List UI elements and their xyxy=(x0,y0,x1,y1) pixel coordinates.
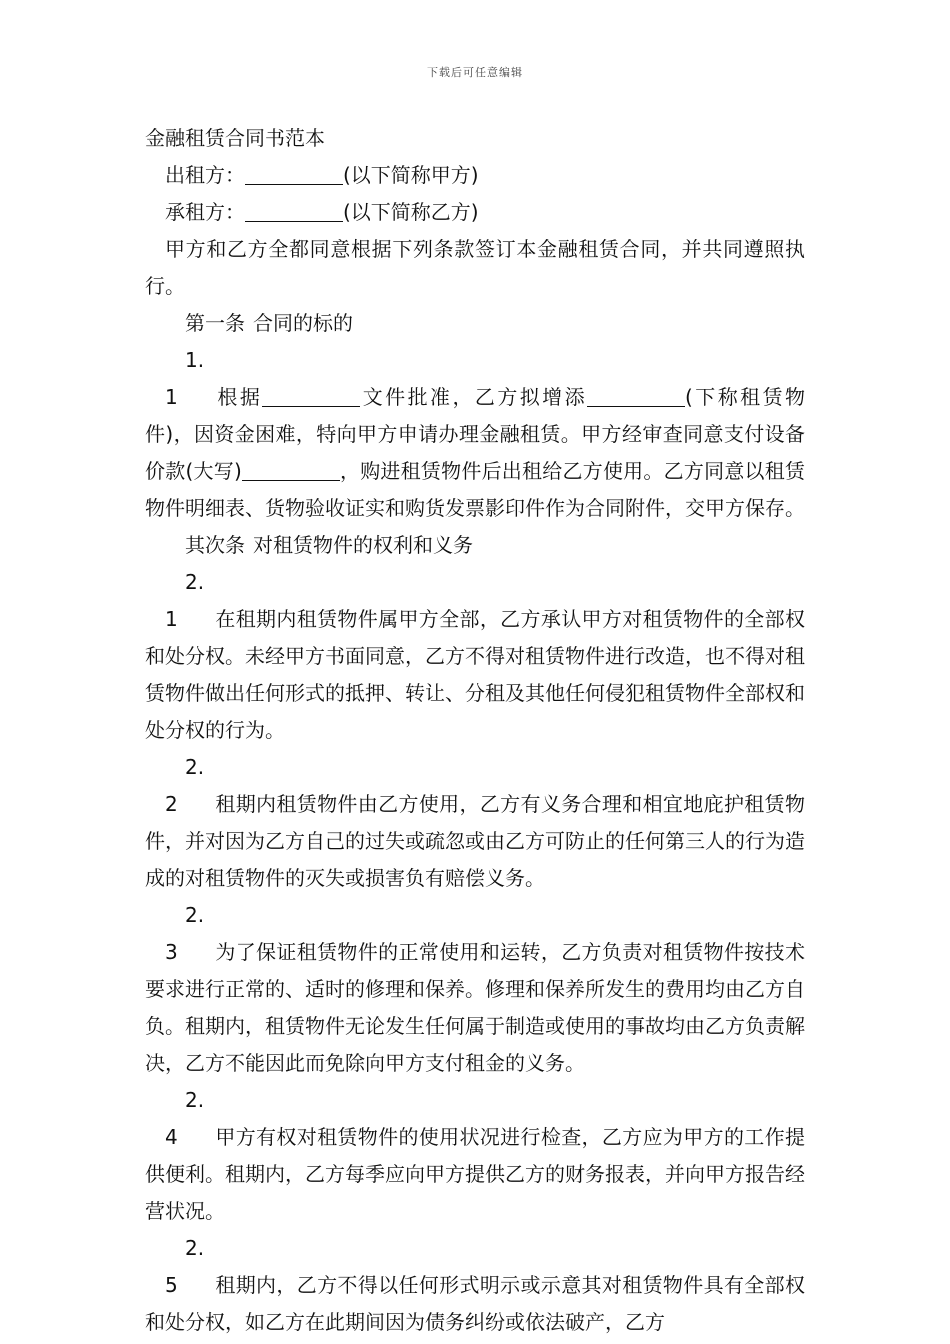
lessor-label: 出租方： xyxy=(165,163,245,187)
document-title: 金融租赁合同书范本 xyxy=(145,126,325,150)
clause-2-5 xyxy=(145,1230,805,1341)
clause-1-1-part4: ，购进租赁物件后出租给乙方使用。乙方同意以租赁物件明细表、货物验收证实和购货发票影印件作为合同附件，交甲方保存。 xyxy=(145,459,805,520)
clause-text: 在租期内租赁物件属甲方全部，乙方承认甲方对租赁物件的全部权和处分权。未经甲方书面同意，乙方不得对租赁物件进行改造，也不得对租赁物件做出任何形式的抵押、转让、分租及其他任何侵犯租赁物件全部权和处分权的行为。 xyxy=(145,607,805,742)
page-header: 下载后可任意编辑 xyxy=(427,66,523,79)
clause-1-1 xyxy=(145,342,805,527)
clause-text: 甲方有权对租赁物件的使用状况进行检查，乙方应为甲方的工作提供便利。租期内，乙方每季应向甲方提供乙方的财务报表，并向甲方报告经营状况。 xyxy=(145,1125,805,1223)
clause-number: 2.5 xyxy=(165,1236,205,1297)
clause-number: 2.3 xyxy=(165,903,205,964)
clause-text: 为了保证租赁物件的正常使用和运转，乙方负责对租赁物件按技术要求进行正常的、适时的修理和保养。修理和保养所发生的费用均由乙方自负。租期内，租赁物件无论发生任何属于制造或使用的事故均由乙方负责解决，乙方不能因此而免除向甲方支付租金的义务。 xyxy=(145,940,805,1075)
document-body xyxy=(145,120,805,1341)
article-1-heading xyxy=(145,305,805,342)
lessor-suffix: (以下简称甲方) xyxy=(343,163,479,187)
article-2-title: 对租赁物件的权利和义务 xyxy=(253,533,473,557)
lessee-suffix: (以下简称乙方) xyxy=(343,200,479,224)
clause-number: 2.2 xyxy=(165,755,205,816)
intro-paragraph: 甲方和乙方全都同意根据下列条款签订本金融租赁合同，并共同遵照执行。 xyxy=(145,237,805,298)
article-1-number: 第一条 xyxy=(185,311,245,335)
clause-1-1-part3: (下称租赁物件)，因资金困难，特向甲方申请办理金融租赁。甲方经审查同意支付设备价款(大写) xyxy=(145,385,806,483)
clause-number: 2.4 xyxy=(165,1088,205,1149)
clause-text: 租期内，乙方不得以任何形式明示或示意其对租赁物件具有全部权和处分权，如乙方在此期间因为债务纠纷或依法破产，乙方 xyxy=(145,1273,805,1334)
document-blank[interactable] xyxy=(262,386,360,407)
clause-1-1-part2: 文件批准，乙方拟增添 xyxy=(360,385,588,409)
clause-1-1-number: 1.1 xyxy=(165,348,205,409)
lessor-blank[interactable] xyxy=(245,164,343,185)
clause-2-4 xyxy=(145,1082,805,1230)
lessor-line xyxy=(145,157,805,194)
clause-text: 租期内租赁物件由乙方使用，乙方有义务合理和相宜地庇护租赁物件，并对因为乙方自己的过失或疏忽或由乙方可防止的任何第三人的行为造成的对租赁物件的灭失或损害负有赔偿义务。 xyxy=(145,792,805,890)
clause-2-1 xyxy=(145,564,805,749)
equipment-blank[interactable] xyxy=(587,386,685,407)
price-blank[interactable] xyxy=(242,460,340,481)
lessee-blank[interactable] xyxy=(245,201,343,222)
article-1-title: 合同的标的 xyxy=(253,311,353,335)
clause-1-1-part1: 根据 xyxy=(215,385,263,409)
lessee-line xyxy=(145,194,805,231)
article-2-heading xyxy=(145,527,805,564)
clause-2-3 xyxy=(145,897,805,1082)
article-2-number: 其次条 xyxy=(185,533,245,557)
clause-number: 2.1 xyxy=(165,570,205,631)
clause-2-2 xyxy=(145,749,805,897)
lessee-label: 承租方： xyxy=(165,200,245,224)
